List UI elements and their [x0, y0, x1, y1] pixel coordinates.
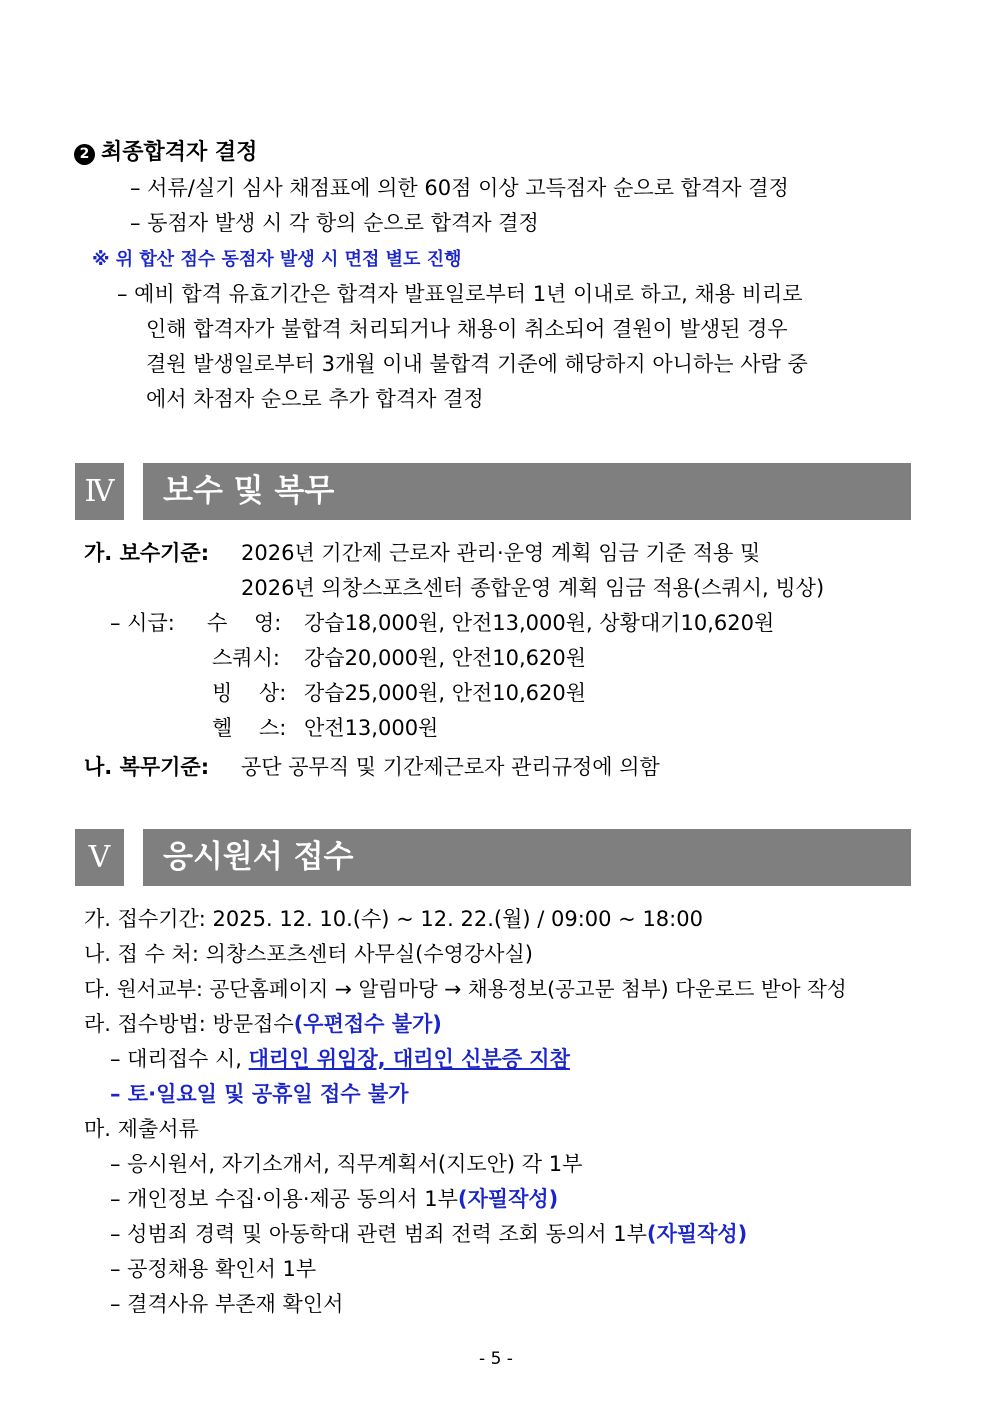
- section5-title: 응시원서 접수: [143, 829, 911, 886]
- final-selection-title: 최종합격자 결정: [101, 140, 258, 165]
- document-item-5: [110, 1289, 343, 1319]
- wage-name-squash: 스쿼시:: [212, 646, 280, 670]
- page-number: - 5 -: [479, 1349, 513, 1369]
- circled-number-icon: 2: [74, 144, 95, 165]
- final-selection-heading: [74, 138, 257, 168]
- holiday-note: – 토·일요일 및 공휴일 접수 불가: [110, 1082, 409, 1106]
- application-method-note: (우편접수 불가): [293, 1012, 442, 1036]
- document-item-3: [110, 1219, 747, 1249]
- wage-value-ice: 강습25,000원, 안전10,620원: [304, 681, 587, 705]
- document-item-4: [110, 1254, 316, 1284]
- wage-value-squash: 강습20,000원, 안전10,620원: [304, 646, 587, 670]
- reserve-line-3: 결원 발생일로부터 3개월 이내 불합격 기준에 해당하지 아니하는 사람 중: [146, 352, 808, 376]
- final-line-1: – 서류/실기 심사 채점표에 의한 60점 이상 고득점자 순으로 합격자 결정: [130, 176, 789, 200]
- reserve-line-2: 인해 합격자가 불합격 처리되거나 채용이 취소되어 결원이 발생된 경우: [146, 317, 788, 341]
- document-note: (자필작성): [457, 1187, 559, 1211]
- document-text: – 성범죄 경력 및 아동학대 관련 범죄 전력 조회 동의서 1부: [110, 1222, 647, 1246]
- tie-note: ※ 위 합산 점수 동점자 발생 시 면접 별도 진행: [92, 249, 462, 270]
- application-method: [84, 1009, 442, 1039]
- document-text: – 결격사유 부존재 확인서: [110, 1292, 344, 1316]
- wage-value-health: 안전13,000원: [304, 716, 439, 740]
- wage-prefix: – 시급:: [110, 611, 175, 635]
- section4-title: 보수 및 복무: [143, 463, 911, 520]
- wage-name-ice: 빙 상:: [212, 681, 287, 705]
- duty-standard-label: 나. 복무기준:: [84, 755, 210, 779]
- application-period: 가. 접수기간: 2025. 12. 10.(수) ~ 12. 22.(월) / 09:00 ~ 18:00: [84, 907, 703, 931]
- application-method-label: 라. 접수방법: 방문접수: [84, 1012, 294, 1036]
- proxy-note: 대리인 위임장, 대리인 신분증 지참: [248, 1047, 570, 1071]
- reserve-line-4: 에서 차점자 순으로 추가 합격자 결정: [146, 387, 484, 411]
- pay-standard-line-1: 2026년 기간제 근로자 관리·운영 계획 임금 기준 적용 및: [241, 541, 761, 565]
- reserve-line-1: – 예비 합격 유효기간은 합격자 발표일로부터 1년 이내로 하고, 채용 비리로: [117, 282, 803, 306]
- section4-number: Ⅳ: [75, 463, 124, 520]
- section5-number: Ⅴ: [75, 829, 124, 886]
- wage-name-swim: 수 영:: [207, 611, 282, 635]
- document-item-2: [110, 1184, 558, 1214]
- wage-name-health: 헬 스:: [212, 716, 287, 740]
- final-line-2: – 동점자 발생 시 각 항의 순으로 합격자 결정: [130, 211, 539, 235]
- document-text: – 개인정보 수집·이용·제공 동의서 1부: [110, 1187, 458, 1211]
- application-form: 다. 원서교부: 공단홈페이지 → 알림마당 → 채용정보(공고문 첨부) 다운로드 받아 작성: [84, 977, 847, 1001]
- pay-standard-line-2: 2026년 의창스포츠센터 종합운영 계획 임금 적용(스쿼시, 빙상): [241, 576, 825, 600]
- proxy-application: [110, 1044, 570, 1074]
- document-text: – 공정채용 확인서 1부: [110, 1257, 317, 1281]
- application-place: 나. 접 수 처: 의창스포츠센터 사무실(수영강사실): [84, 942, 533, 966]
- documents-label: 마. 제출서류: [84, 1117, 199, 1141]
- document-item-1: [110, 1149, 582, 1179]
- wage-value-swim: 강습18,000원, 안전13,000원, 상황대기10,620원: [304, 611, 775, 635]
- proxy-label: – 대리접수 시,: [110, 1047, 249, 1071]
- document-text: – 응시원서, 자기소개서, 직무계획서(지도안) 각 1부: [110, 1152, 583, 1176]
- document-note: (자필작성): [646, 1222, 748, 1246]
- pay-standard-label: 가. 보수기준:: [84, 541, 210, 565]
- duty-standard-text: 공단 공무직 및 기간제근로자 관리규정에 의함: [241, 755, 660, 779]
